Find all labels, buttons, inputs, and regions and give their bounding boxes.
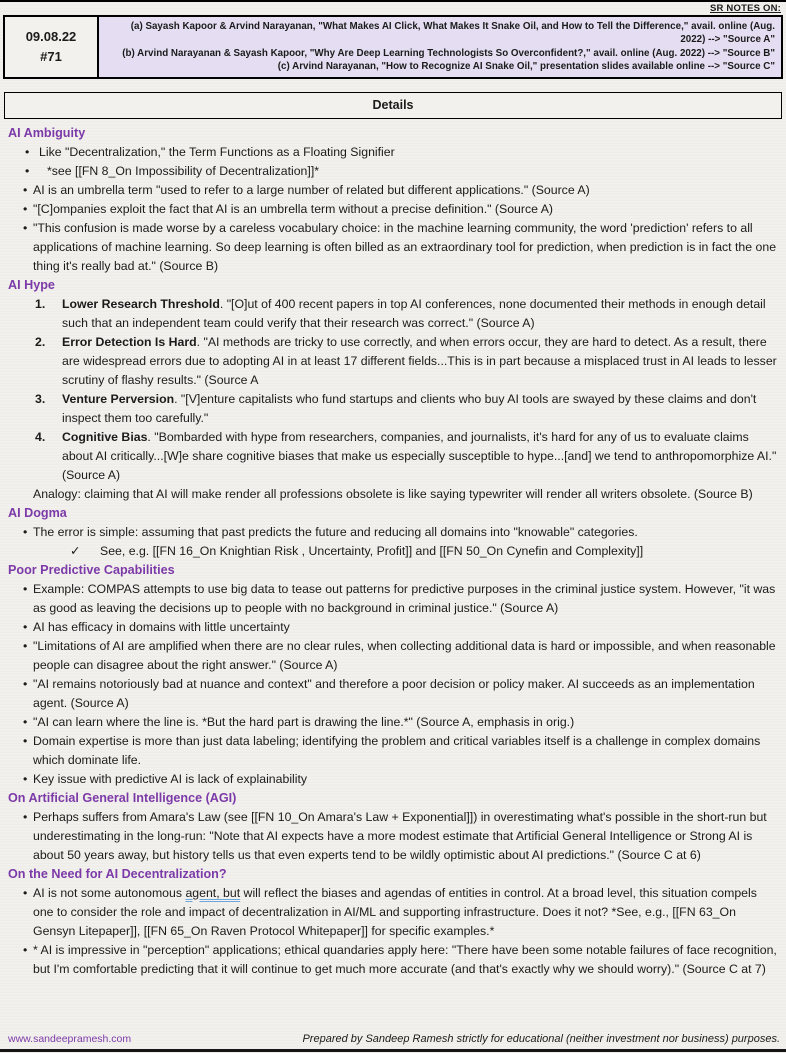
item-text: . "[O]ut of 400 recent papers in top AI conferences, none documented their methods in enough detail such that an independent team could verify that their research was correct." (Source A)	[62, 296, 766, 330]
item-text: will reflect the biases and agendas of entities in control. At a broad level, this situation compels one to consider the role and impact of decentralization in AI/ML and supporting infrastructure. Does it not? *See, e.g., [[FN 63_On Gensyn Litepaper]], [[FN 65_On Raven Protocol Whitepaper]] for specific examples.*	[33, 885, 757, 938]
list-item: • "[C]ompanies exploit the fact that AI is an umbrella term without a precise definition." (Source A)	[8, 200, 778, 219]
ai-hype-list	[8, 295, 778, 485]
item-lead: Error Detection Is Hard	[62, 334, 197, 349]
section-heading-ai-ambiguity: AI Ambiguity	[8, 125, 86, 140]
list-item-checkmark: ✓ See, e.g. [[FN 16_On Knightian Risk , Uncertainty, Profit]] and [[FN 50_On Cynefin and Complexity]]	[8, 542, 778, 561]
list-item	[8, 295, 778, 333]
header-table	[3, 15, 783, 79]
ai-dogma-list	[8, 523, 778, 561]
list-item	[8, 428, 778, 485]
list-item: • The error is simple: assuming that past predicts the future and reducing all domains into "knowable" categories.	[8, 523, 778, 542]
section-heading-ai-hype: AI Hype	[8, 277, 55, 292]
item-text: . "[V]enture capitalists who fund startups and clients who buy AI tools are swayed by these claims and don't inspect them too carefully."	[62, 391, 757, 425]
list-item	[8, 884, 778, 941]
item-text: . "AI methods are tricky to use correctly, and when errors occur, they are hard to detect. As a result, there are widespread errors due to adopting AI in at least 17 different fields...This is in part because a misplaced trust in AI leads to lesser scrutiny of flashy results." (Source A	[62, 334, 777, 387]
list-item	[8, 333, 778, 390]
list-item: • AI is an umbrella term "used to refer to a large number of related but different applications." (Source A)	[8, 181, 778, 200]
list-item: • "AI remains notoriously bad at nuance and context" and therefore a poor decision or policy maker. AI succeeds as an implementation agent. (Source A)	[8, 675, 778, 713]
list-item	[8, 390, 778, 428]
list-item: • Like "Decentralization," the Term Functions as a Floating Signifier	[8, 143, 778, 162]
list-item: • Domain expertise is more than just data labeling; identifying the problem and critical variables itself is a challenge in complex domains which dominate life.	[8, 732, 778, 770]
bottom-border-rule	[0, 1049, 786, 1052]
note-number: #71	[40, 48, 62, 64]
list-item: • Perhaps suffers from Amara's Law (see [[FN 10_On Amara's Law + Exponential]]) in overestimating what's possible in the short-run but underestimating in the long-run: "Note that AI expects have a more modest estimate that Artificial General Intelligence or Strong AI is about 50 years away, but history tells us that even experts tend to be wildly optimistic about AI predictions." (Source C at 6)	[8, 808, 778, 865]
decentralization-list	[8, 884, 778, 979]
analogy-note: Analogy: claiming that AI will make render all professions obsolete is like saying typewriter will render all writers obsolete. (Source B)	[33, 486, 753, 501]
list-item: • Example: COMPAS attempts to use big data to tease out patterns for predictive purposes in the criminal justice system. However, "it was as good as leaving the decisions up to people with no background in criminal justice." (Source A)	[8, 580, 778, 618]
disclaimer-text: Prepared by Sandeep Ramesh strictly for educational (neither investment nor business) purposes.	[302, 1033, 780, 1045]
page-footer	[8, 1033, 780, 1045]
sr-notes-on-label: SR NOTES ON:	[709, 3, 781, 14]
notes-content	[0, 124, 786, 979]
source-a: (a) Sayash Kapoor & Arvind Narayanan, "What Makes AI Click, What Makes It Snake Oil, and How to Tell the Difference," avail. online (Aug. 2022) --> "Source A"	[130, 21, 775, 46]
item-lead: Lower Research Threshold	[62, 296, 220, 311]
section-heading-decentralization: On the Need for AI Decentralization?	[8, 866, 227, 881]
agi-list	[8, 808, 778, 865]
section-heading-ai-dogma: AI Dogma	[8, 505, 67, 520]
item-lead: Venture Perversion	[62, 391, 175, 406]
list-item: • *see [[FN 8_On Impossibility of Decentralization]]*	[8, 162, 778, 181]
list-item: • "AI can learn where the line is. *But the hard part is drawing the line.*" (Source A, emphasis in orig.)	[8, 713, 778, 732]
list-item: • "Limitations of AI are amplified when there are no clear rules, when collecting additional data is hard or impossible, and when reasonable people can disagree about the right answer." (Source A)	[8, 637, 778, 675]
poor-predictive-list	[8, 580, 778, 789]
note-date: 09.08.22	[25, 28, 77, 44]
source-c: (c) Arvind Narayanan, "How to Recognize AI Snake Oil," presentation slides available online --> "Source C"	[277, 61, 775, 73]
list-item: • "This confusion is made worse by a careless vocabulary choice: in the machine learning community, the word 'prediction' refers to all applications of machine learning. So deep learning is often billed as an extraordinary tool for prediction, when prediction is in fact the one thing it's really bad at." (Source B)	[8, 219, 778, 276]
section-heading-poor-predictive: Poor Predictive Capabilities	[8, 562, 175, 577]
list-item: • AI has efficacy in domains with little uncertainty	[8, 618, 778, 637]
item-text: AI is not some autonomous	[33, 885, 186, 900]
details-header: Details	[4, 92, 782, 119]
item-text: . "Bombarded with hype from researchers, companies, and journalists, it's hard for any of us to evaluate claims about AI critically...[W]e share cognitive biases that make us especially susceptible to hype...[and] we tend to anthropomorphize AI." (Source A)	[62, 429, 777, 482]
sources-cell	[99, 17, 781, 77]
website-link[interactable]: www.sandeepramesh.com	[8, 1033, 132, 1045]
grammar-underlined-text: agent, but	[185, 885, 241, 900]
source-b: (b) Arvind Narayanan & Sayash Kapoor, "Why Are Deep Learning Technologists So Overconfident?," avail. online (Aug. 2022) --> "Source B"	[122, 47, 775, 59]
ai-ambiguity-list	[8, 143, 778, 276]
item-lead: Cognitive Bias	[62, 429, 148, 444]
section-heading-agi: On Artificial General Intelligence (AGI)	[8, 790, 237, 805]
list-item: • * AI is impressive in "perception" applications; ethical quandaries apply here: "There have been some notable failures of face recognition, but I'm comfortable predicting that it will continue to get much more accurate (and that's exactly why we should worry)." (Source C at 7)	[8, 941, 778, 979]
date-cell	[5, 17, 99, 77]
list-item: • Key issue with predictive AI is lack of explainability	[8, 770, 778, 789]
